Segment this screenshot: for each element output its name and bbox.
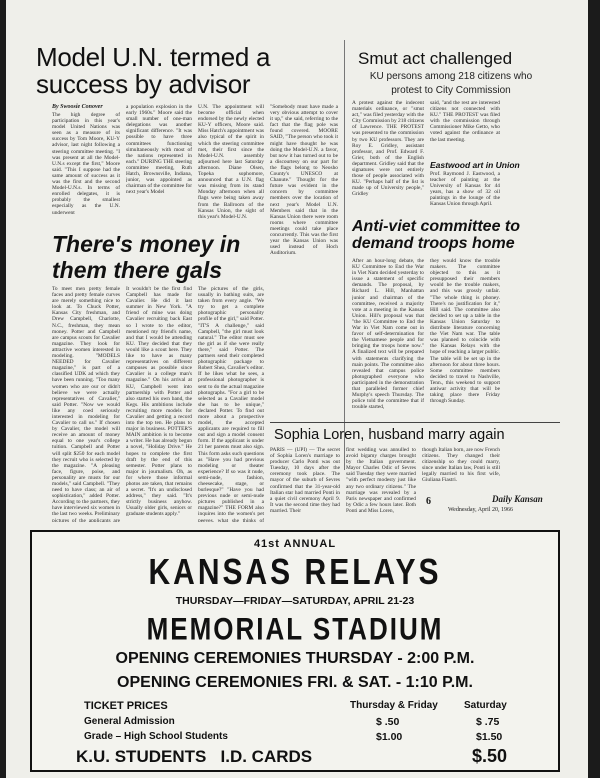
- ad-col-thu-fri-heading: Thursday & Friday: [350, 700, 438, 711]
- smut-subhead: KU persons among 218 citizens who protest to City Commission: [369, 71, 533, 96]
- page-number: 6: [426, 496, 431, 507]
- ad-row-thu-fri-price: $ .50: [376, 716, 400, 728]
- ad-venue: MEMORIAL STADIUM: [146, 610, 444, 647]
- kansas-relays-ad: [30, 530, 560, 772]
- model-un-col-2: a population explosion in the early 1960s." Moore said the small number of one-man delegations was another significant difference. "It was possible to have three committees functioning simultaneously with most of the nations represented in each." DURING THE steering committee meeting, Ruth Hatch, Brownsville, Indiana, junior, was appointed as chairman of the committee for next year's Model: [126, 104, 192, 196]
- ad-row-sat-price: $ .75: [476, 716, 500, 728]
- model-un-col-1: The high degree of participation in this year's model United Nations was seen as a measure of its success by Tom Moore, KU-Y advisor, last night following a steering committee meeting. "I was present at all the Model-U.N.s except the first," Moore said. "This I suppose had the same amount of success as it was the first and the second Model-U.N.s. In terms of enrolled delegates, it is probably the smallest especially as the U.N. underwent: [52, 112, 120, 216]
- antiviet-col-1: After an hour-long debate, the KU Committee to End the War in Viet Nam decided yesterday to issue a statement of specific demands. The proposal, by Richard L. Hill, Manhattan junior and chairman of the committee, received a majority vote at a meeting in the Kansas Union. Hill's proposal was that "the KU Committee to End the War in Viet Nam come out in favor of self-determination for the Vietnamese people and for bringing the troops home now." A finalized text will be prepared with statements clarifying the main points. The committee also revealed that campus police photographed everyone who participated in the demonstration that paralleled former chief Murphy's speech Thursday. The police told the committee that if trouble started,: [352, 258, 424, 411]
- ad-edition: 41st ANNUAL: [253, 538, 337, 550]
- eastwood-headline: Eastwood art in Union: [430, 160, 520, 170]
- money-col-2: It wouldn't be the first find Campbell has made for Cavalier. He did it last summer in New York. "A friend of mine was doing Cavalier recruiting back East so I wrote to the editor, mentioned my friend's name, and that I would be attending KU. They decided that they would like a scout here. They like to have as many representatives on different campuses as possible since Cavalier is a college man's magazine." On his arrival at KU, Campbell went into partnership with Potter and also started his own band, the Kegs. His ambitions include recruiting more models for Cavalier and getting a record into the top ten. He plans to major in business. POTTER'S MAIN ambition is to become a writer. He has already begun a novel, "Holiday Drive." He hopes to complete the first draft by the end of this semester. Potter plans to major in journalism. Oh, as for where those informal photos are taken, that remains a secret. "It's an undisclosed address," they said. "It's strictly business anyhow. Usually older girls, seniors or graduate students apply.": [126, 286, 192, 518]
- section-rule: [270, 422, 560, 423]
- model-un-headline: Model U.N. termed a success by advisor: [36, 42, 271, 99]
- antiviet-col-2: they would know the trouble makers. The committee objected to this as it presupposed their members would be the trouble makers, and this was grossly unfair. "The whole thing is phoney. There's no justification for it," Hill said. The committee also decided to set up a table in the Kansas Union Saturday to distribute literature concerning the Viet Nam war. The table was planned to coincide with the Kansas Relays with the hope of reaching a larger public. The table will be set up in the afternoon for about three hours. Some committee members decided to travel to Nashville, Tenn., this weekend to support antiwar activity that will be taking place there Friday through Sunday.: [430, 258, 500, 405]
- paper-name: Daily Kansan: [492, 494, 543, 504]
- smut-col-2: said, "and the rest are interested citizens not connected with KU." THE PROTEST was filed with the commission through Commissioner Mike Getto, who voted against the ordinance at the last meeting.: [430, 100, 500, 143]
- sophia-headline: Sophia Loren, husband marry again: [274, 427, 505, 443]
- sophia-col-1: PARIS — (UPI) — The secret of Sophia Loren's marriage to producer Carlo Ponti was out Tuesday, 10 days after the ceremony took place. The mayor of the suburb of Sevres confirmed that the 31-year-old Italian star had married Ponti in a quiet civil ceremony April 9. It was the second time they had married. Their: [270, 447, 340, 514]
- smut-headline: Smut act challenged: [358, 49, 513, 68]
- ad-col-sat-heading: Saturday: [464, 700, 507, 711]
- sophia-col-2: first wedding was annulled to avoid bigamy charges brought by the Italian government. Mayor Charles Odic of Sevres said Tuesday they were married "with perfect modesty just like any two ordinary citizens." The marriage was revealed by a Paris newspaper and confirmed by Odic a few hours later. Both Ponti and Miss Loren,: [346, 447, 416, 514]
- model-un-col-4: "Somebody must have made a very obvious attempt to cover it up," she said, referring to the fact that the flag pole was found covered. MOORE SAID, "The person who took it might have thought he was doing the Model-U.N. a favor, but now it has turned out to be a discourtesy on our part for the flags belong to Neosho County's UNESCO at Chanute." Thought for the future was evident in the concern by committee members over the location of next year's Model U.N. Members said that in the Kansas Union there were room rooms where committee meetings could take place concurrently. This was the first year the Kansas Union was used instead of Hoch Auditorium.: [270, 104, 338, 257]
- model-un-byline: By Swoosie Conover: [52, 104, 103, 110]
- money-col-3: The pictures of the girls, usually in bathing suits, are taken from every angle. "We try to get a complete photographic personality profile of the girl," said Potter. "IT'S A challenge," said Campbell, "the girl must look natural." The editor must see the girl as if she were really there," said Potter. The partners send their completed photographic package to Robert Shea, Cavalier's editor. If he likes what he sees, a professional photographer is sent to do the actual magazine photographs. "For a girl to be selected as a Cavalier model she has to be unique," declared Potter. To find out more about a prospective model, the accepted applicants are required to fill out and sign a model consent form. If the applicant is under 21 her parents must also sign. This form asks such questions as "Have you had previous modeling or theater experience? If so was it nude, semi-nude, fashion, cheesecake, stage, or burlesque?" "Have you had previous nude or semi-nude pictures published in a magazine?" THE FORM also inquires into the women's pet peeves, what she thinks of: [198, 286, 264, 522]
- eastwood-text: Prof. Raymond J. Eastwood, a teacher of painting at the University of Kansas for 44 years, has a show of 32 oil paintings in the lounge of the Kansas Union through April.: [430, 171, 500, 208]
- ad-ceremony-2: OPENING CEREMONIES FRI. & SAT. - 1:10 P.M.: [117, 674, 473, 691]
- ad-footer-price: $.50: [472, 746, 508, 766]
- money-headline-line-2: them there gals: [52, 257, 222, 283]
- ad-footer-label: K.U. STUDENTS I.D. CARDS: [76, 747, 313, 766]
- column-rule: [344, 40, 345, 470]
- issue-date: Wednesday, April 20, 1966: [448, 507, 513, 513]
- smut-col-1: A protest against the indecent materials ordinance, or "smut act," was filed yesterday with the City Commission by 218 citizens of Lawrence. THE PROTEST was presented to the commission by two KU professors. They are Roy E. Gridley, assistant professor, and Prof. Edward F. Grier, both of the English department. Gridley said that the signatures were not entirely those of people associated with KU. "Perhaps half of the list is made up of University people," Gridley: [352, 100, 424, 198]
- money-col-1: To meet men pretty female faces and pretty female curves are merely something nice to look at. To Chuck Potter, Kansas City freshman, and Drew Campbell, Charlotte, N.C., freshman, they mean money. Potter and Campbell are campus scouts for Cavalier magazine. They look for attractive women interested in modeling. "MODELS NEEDED for Cavalier magazine," is part of a classified UDK ad which they have been running. "Too many women who are our or didn't believe we were actually representatives of Cavalier," said Potter. "Now we would like any coed seriously interested in modeling for Cavalier to call us." If chosen by Cavalier, the model will receive an amount of money equal to one year's college tuition. Campbell and Potter will split $250 for each model they recruit who is selected by the magazine. "A pleasing face, figure, poise, and personality are musts for our models," said Campbell. "They need to have class; an air of sophistication," added Potter. According to the partners, they have interviewed six women in the last two weeks. Preliminary pictures of the applicants are: [52, 286, 120, 522]
- ad-row-thu-fri-price: $1.00: [376, 731, 403, 743]
- model-un-col-3: U.N. The appointment will become official when endorsed by the newly elected KU-Y officers, Moore said. Miss Hatch's appointment was also typical of the spirit in which the steering committee met, their first since the Model-U.N. assembly adjourned here last Saturday afternoon. Diane Olsen, Topeka sophomore, announced that a U.N. flag was missing from its stand Monday afternoon when all flags were being taken away from the Ballroom of the Kansas Union, the sight of this year's Model-U.N.: [198, 104, 264, 220]
- newspaper-page: [6, 0, 588, 778]
- ad-title: KANSAS RELAYS: [148, 552, 442, 593]
- antiviet-headline: Anti-viet committee to demand troops home: [352, 218, 521, 252]
- ad-ceremony-1: OPENING CEREMONIES THURSDAY - 2:00 P.M.: [115, 650, 475, 667]
- ad-row-label: Grade – High School Students: [84, 731, 228, 742]
- ad-dates: THURSDAY—FRIDAY—SATURDAY, APRIL 21-23: [175, 595, 415, 607]
- ad-row-sat-price: $1.50: [476, 731, 503, 743]
- ad-prices-heading: TICKET PRICES: [84, 700, 168, 712]
- page-edge: [588, 0, 600, 778]
- ad-row-label: General Admission: [84, 716, 175, 727]
- sophia-col-3: though Italian born, are now French citizens. They changed their citizenship so they could marry, since under Italian law, Ponti is still legally married to his first wife, Giuliana Fiastri.: [422, 447, 500, 484]
- money-headline-line-1: There's money in: [52, 231, 241, 257]
